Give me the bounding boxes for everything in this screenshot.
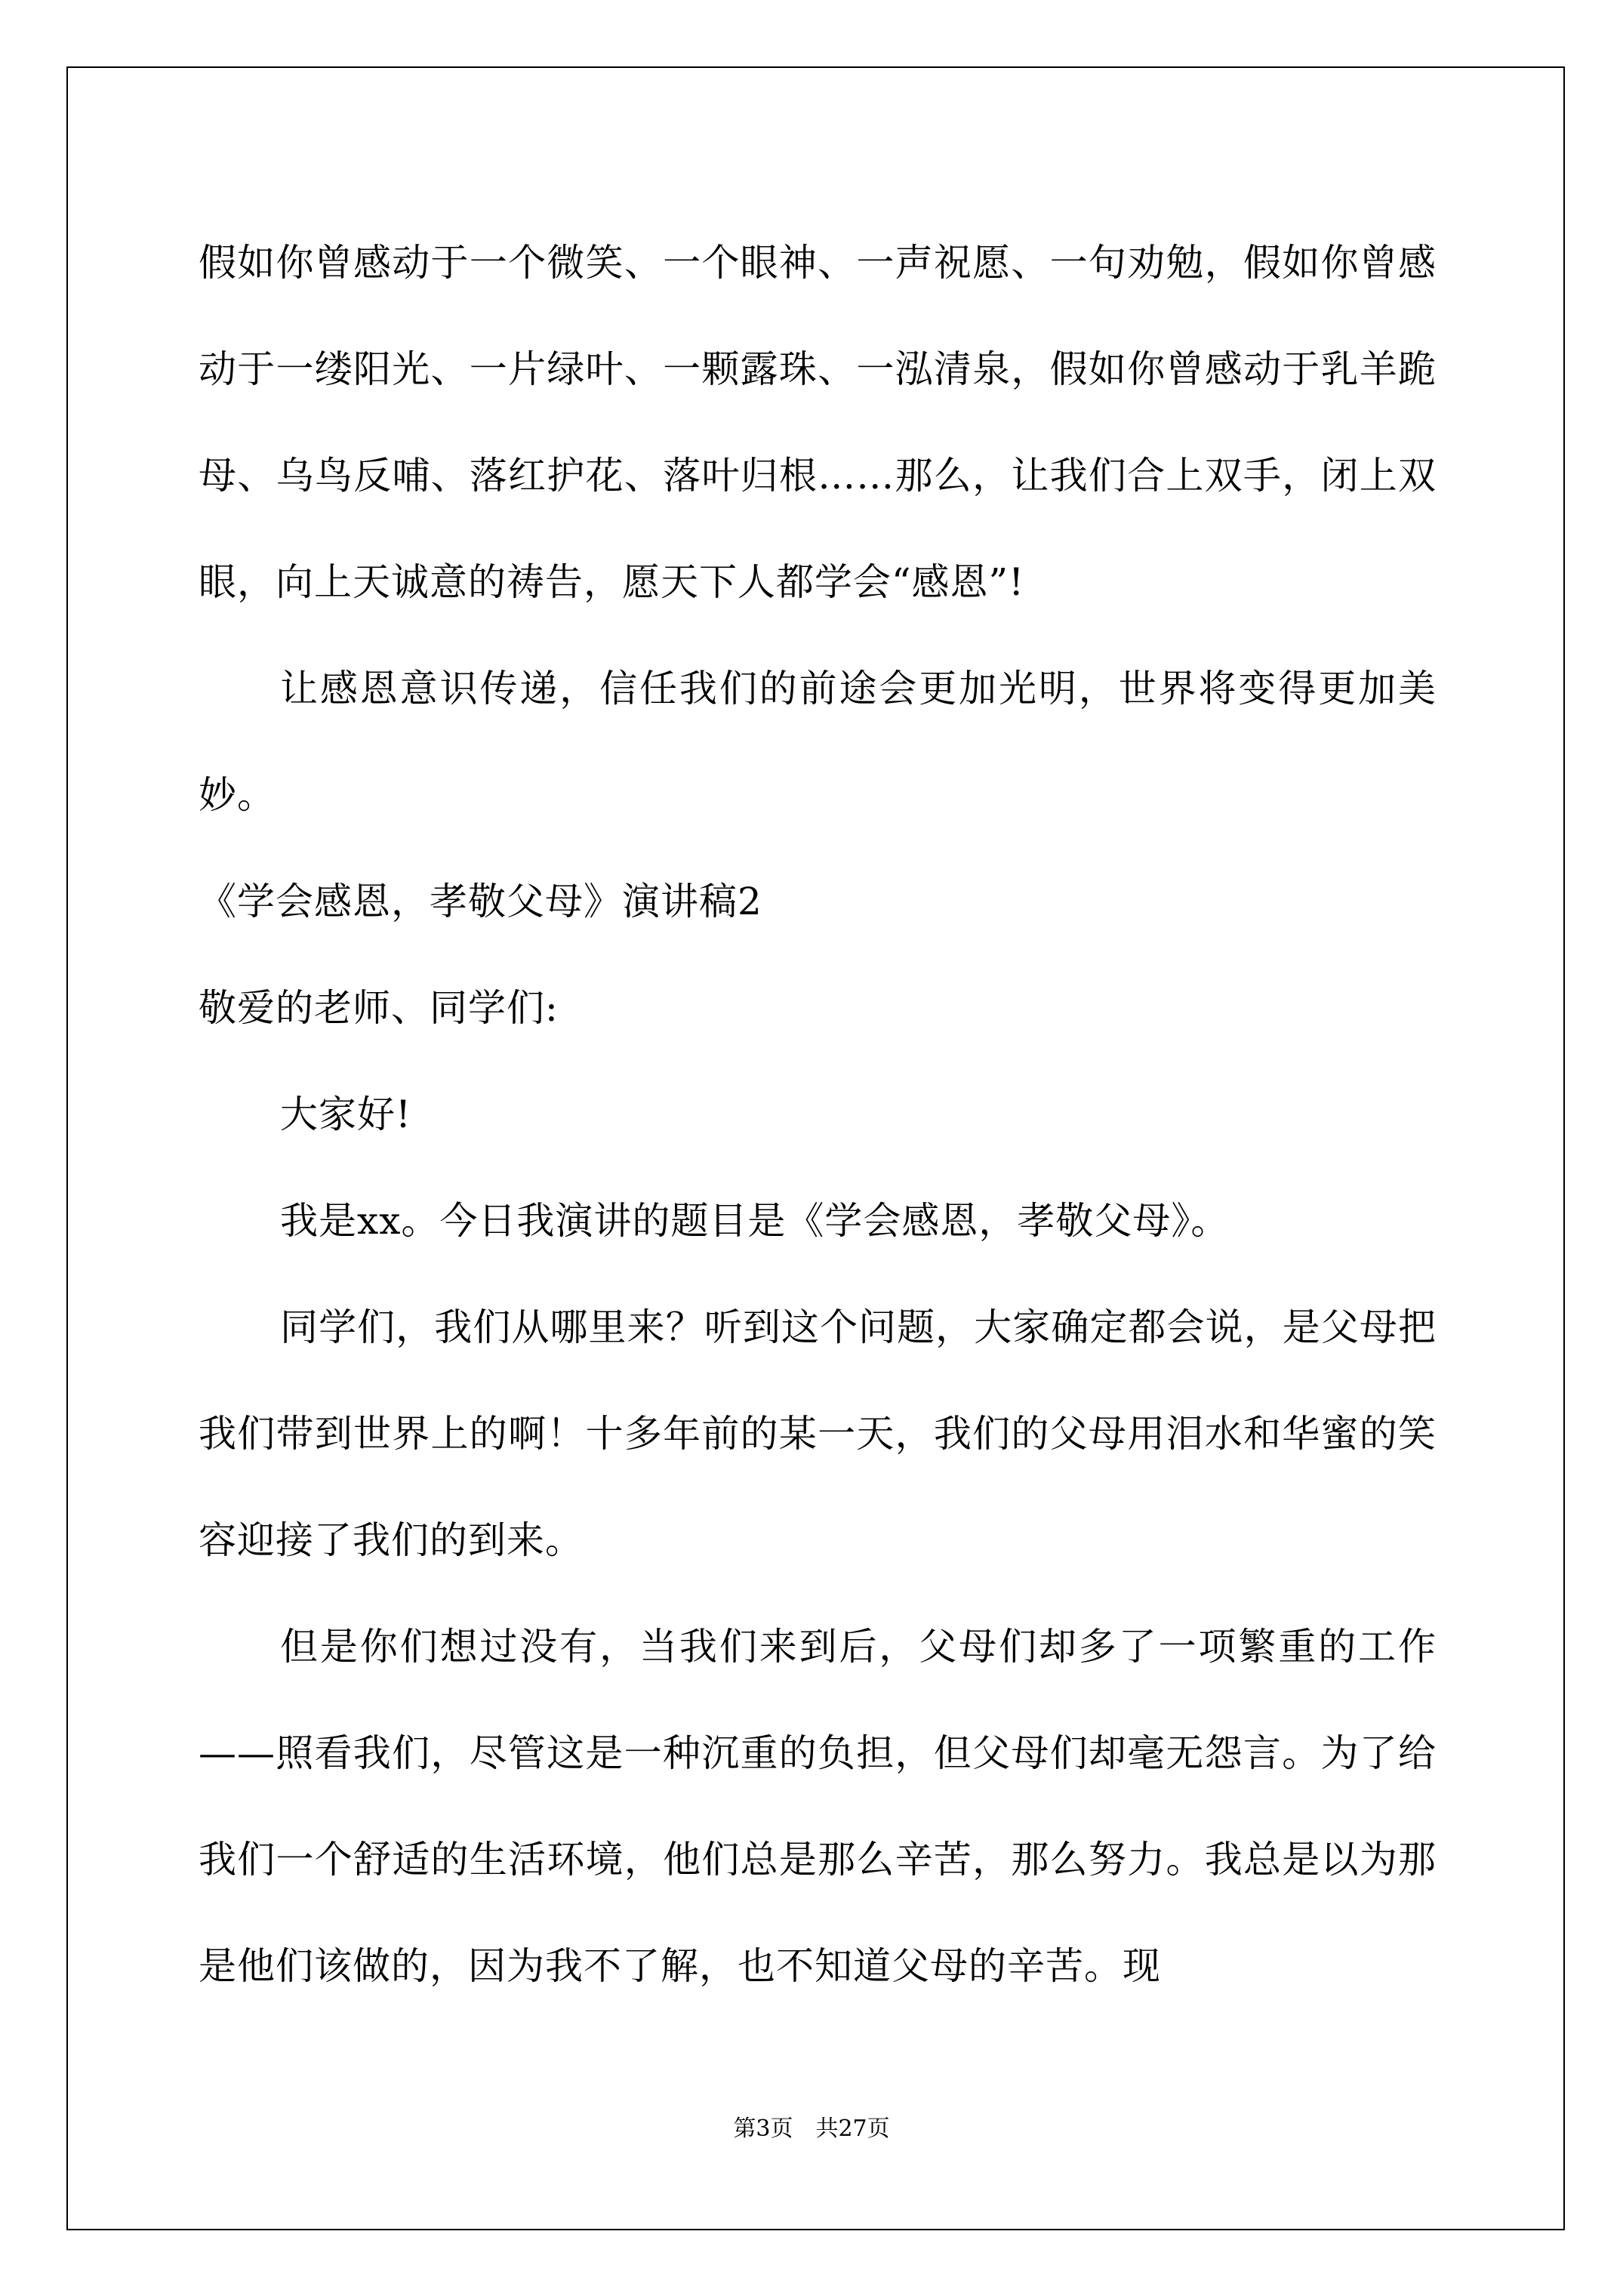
paragraph-parents: 但是你们想过没有，当我们来到后，父母们却多了一项繁重的工作——照看我们，尽管这是一种沉重的负担，但父母们却毫无怨言。为了给我们一个舒适的生活环境，他们总是那么辛苦，那么努力。我总是以为那是他们该做的，因为我不了解，也不知道父母的辛苦。现 bbox=[199, 1625, 1437, 1988]
section-title: 《学会感恩，孝敬父母》演讲稿2 bbox=[199, 880, 762, 923]
page-number: 第3页 共27页 bbox=[733, 2116, 890, 2142]
paragraph-1: 假如你曾感动于一个微笑、一个眼神、一声祝愿、一句劝勉，假如你曾感动于一缕阳光、一片绿叶、一颗露珠、一泓清泉，假如你曾感动于乳羊跪母、乌鸟反哺、落红护花、落叶归根……那么，让我们合上双手，闭上双眼，向上天诚意的祷告，愿天下人都学会“感恩”! bbox=[199, 241, 1437, 604]
paragraph-question: 同学们，我们从哪里来？听到这个问题，大家确定都会说，是父母把我们带到世界上的啊！十多年前的某一天，我们的父母用泪水和华蜜的笑容迎接了我们的到来。 bbox=[199, 1305, 1437, 1562]
paragraph-intro: 我是xx。今日我演讲的题目是《学会感恩，孝敬父母》。 bbox=[280, 1199, 1230, 1243]
salutation: 敬爱的老师、同学们: bbox=[199, 986, 559, 1030]
paragraph-2: 让感恩意识传递，信任我们的前途会更加光明，世界将变得更加美妙。 bbox=[199, 667, 1437, 817]
greeting: 大家好! bbox=[280, 1093, 412, 1136]
document-body bbox=[199, 210, 1437, 2020]
